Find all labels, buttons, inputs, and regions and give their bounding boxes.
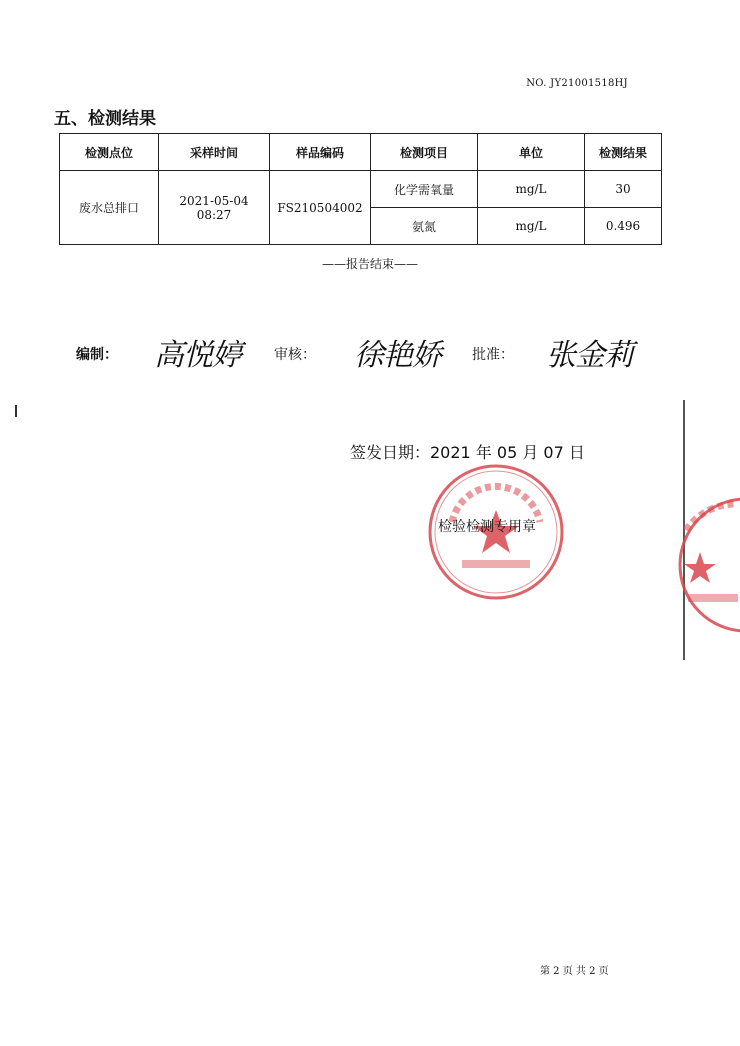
report-number: NO. JY21001518HJ bbox=[526, 78, 628, 89]
review-signature: 徐艳娇 bbox=[354, 338, 441, 373]
sample-date: 2021-05-04 bbox=[179, 193, 249, 208]
cell-result: 30 bbox=[585, 171, 662, 208]
partial-seal-star-icon bbox=[684, 552, 716, 583]
signature-row bbox=[76, 330, 676, 380]
sample-time: 08:27 bbox=[196, 207, 232, 222]
section-title: 五、检测结果 bbox=[54, 109, 156, 129]
cell-point: 废水总排口 bbox=[60, 171, 159, 245]
header-item: 检测项目 bbox=[371, 134, 478, 171]
page-number: 第 2 页 共 2 页 bbox=[540, 966, 609, 977]
cell-unit: mg/L bbox=[478, 171, 585, 208]
approve-signature: 张金莉 bbox=[546, 338, 633, 373]
cell-item: 化学需氧量 bbox=[371, 171, 478, 208]
cell-unit: mg/L bbox=[478, 208, 585, 245]
header-sample-time: 采样时间 bbox=[159, 134, 270, 171]
header-sample-code: 样品编码 bbox=[270, 134, 371, 171]
cell-sample-time bbox=[159, 171, 270, 245]
partial-seal-right bbox=[676, 490, 740, 640]
scan-mark bbox=[15, 405, 17, 417]
compile-label: 编制： bbox=[76, 347, 118, 363]
header-result: 检测结果 bbox=[585, 134, 662, 171]
cell-result: 0.496 bbox=[585, 208, 662, 245]
compile-signature: 高悦婷 bbox=[154, 338, 241, 373]
cell-item: 氨氮 bbox=[371, 208, 478, 245]
cell-sample-code: FS210504002 bbox=[270, 171, 371, 245]
results-table bbox=[59, 133, 662, 245]
table-row bbox=[60, 171, 662, 208]
seal-caption: 检验检测专用章 bbox=[438, 519, 536, 535]
issue-date: 签发日期：2021 年 05 月 07 日 bbox=[350, 443, 585, 462]
table-header-row bbox=[60, 134, 662, 171]
header-unit: 单位 bbox=[478, 134, 585, 171]
approve-label: 批准： bbox=[472, 347, 514, 363]
review-label: 审核： bbox=[274, 347, 316, 363]
report-end-marker: ——报告结束—— bbox=[321, 257, 418, 271]
header-point: 检测点位 bbox=[60, 134, 159, 171]
